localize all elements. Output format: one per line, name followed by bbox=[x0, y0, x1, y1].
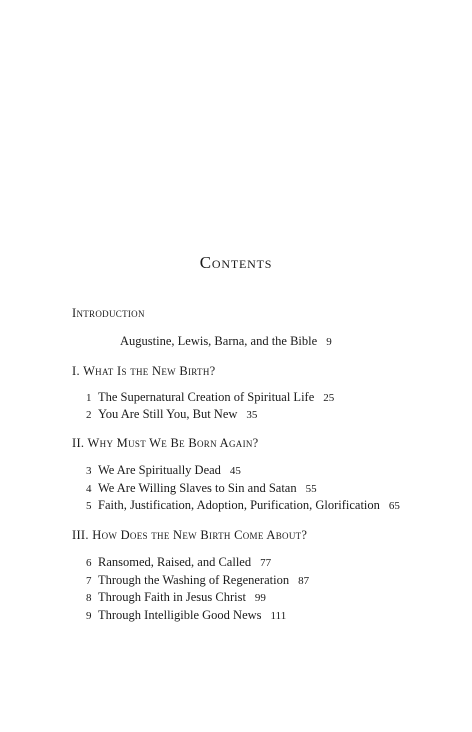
toc-entry-title: Augustine, Lewis, Barna, and the Bible bbox=[120, 334, 318, 348]
part-3-heading: III. How Does the New Birth Come About? bbox=[72, 528, 308, 542]
chapter-number: 8 bbox=[86, 592, 92, 604]
chapter-title: Through the Washing of Regeneration bbox=[98, 573, 290, 587]
chapter-number: 2 bbox=[86, 409, 92, 421]
chapter-number: 1 bbox=[86, 392, 92, 404]
toc-entry-introduction bbox=[120, 334, 332, 349]
chapter-page: 111 bbox=[270, 610, 287, 622]
chapter-title: You Are Still You, But New bbox=[98, 407, 238, 421]
chapter-number: 4 bbox=[86, 483, 92, 495]
toc-entry-chapter-9 bbox=[86, 608, 286, 623]
chapter-page: 25 bbox=[323, 392, 335, 404]
chapter-title: We Are Willing Slaves to Sin and Satan bbox=[98, 481, 297, 495]
toc-entry-chapter-7 bbox=[86, 573, 309, 588]
toc-entry-chapter-6 bbox=[86, 555, 271, 570]
toc-entry-chapter-2 bbox=[86, 407, 257, 422]
chapter-page: 45 bbox=[229, 465, 241, 477]
toc-entry-chapter-5 bbox=[86, 498, 400, 513]
chapter-page: 55 bbox=[305, 483, 317, 495]
part-2-heading: II. Why Must We Be Born Again? bbox=[72, 436, 259, 450]
chapter-page: 35 bbox=[246, 409, 258, 421]
chapter-number: 5 bbox=[86, 500, 92, 512]
toc-entry-chapter-1 bbox=[86, 390, 334, 405]
chapter-title: Through Intelligible Good News bbox=[98, 608, 262, 622]
chapter-number: 6 bbox=[86, 557, 92, 569]
toc-entry-chapter-4 bbox=[86, 481, 317, 496]
chapter-page: 65 bbox=[388, 500, 400, 512]
page-title: Contents bbox=[199, 253, 273, 272]
chapter-page: 87 bbox=[298, 575, 310, 587]
part-1-heading: I. What Is the New Birth? bbox=[72, 364, 216, 378]
chapter-title: Through Faith in Jesus Christ bbox=[98, 590, 246, 604]
chapter-title: Faith, Justification, Adoption, Purification, Glorification bbox=[98, 498, 380, 512]
chapter-title: Ransomed, Raised, and Called bbox=[98, 555, 252, 569]
chapter-page: 77 bbox=[260, 557, 272, 569]
introduction-heading: Introduction bbox=[72, 306, 145, 320]
chapter-number: 3 bbox=[86, 465, 92, 477]
chapter-title: We Are Spiritually Dead bbox=[98, 463, 221, 477]
chapter-title: The Supernatural Creation of Spiritual Life bbox=[98, 390, 315, 404]
toc-entry-chapter-3 bbox=[86, 463, 241, 478]
toc-entry-chapter-8 bbox=[86, 590, 266, 605]
chapter-number: 7 bbox=[86, 575, 92, 587]
chapter-page: 99 bbox=[254, 592, 266, 604]
toc-entry-page: 9 bbox=[326, 336, 332, 348]
chapter-number: 9 bbox=[86, 610, 92, 622]
